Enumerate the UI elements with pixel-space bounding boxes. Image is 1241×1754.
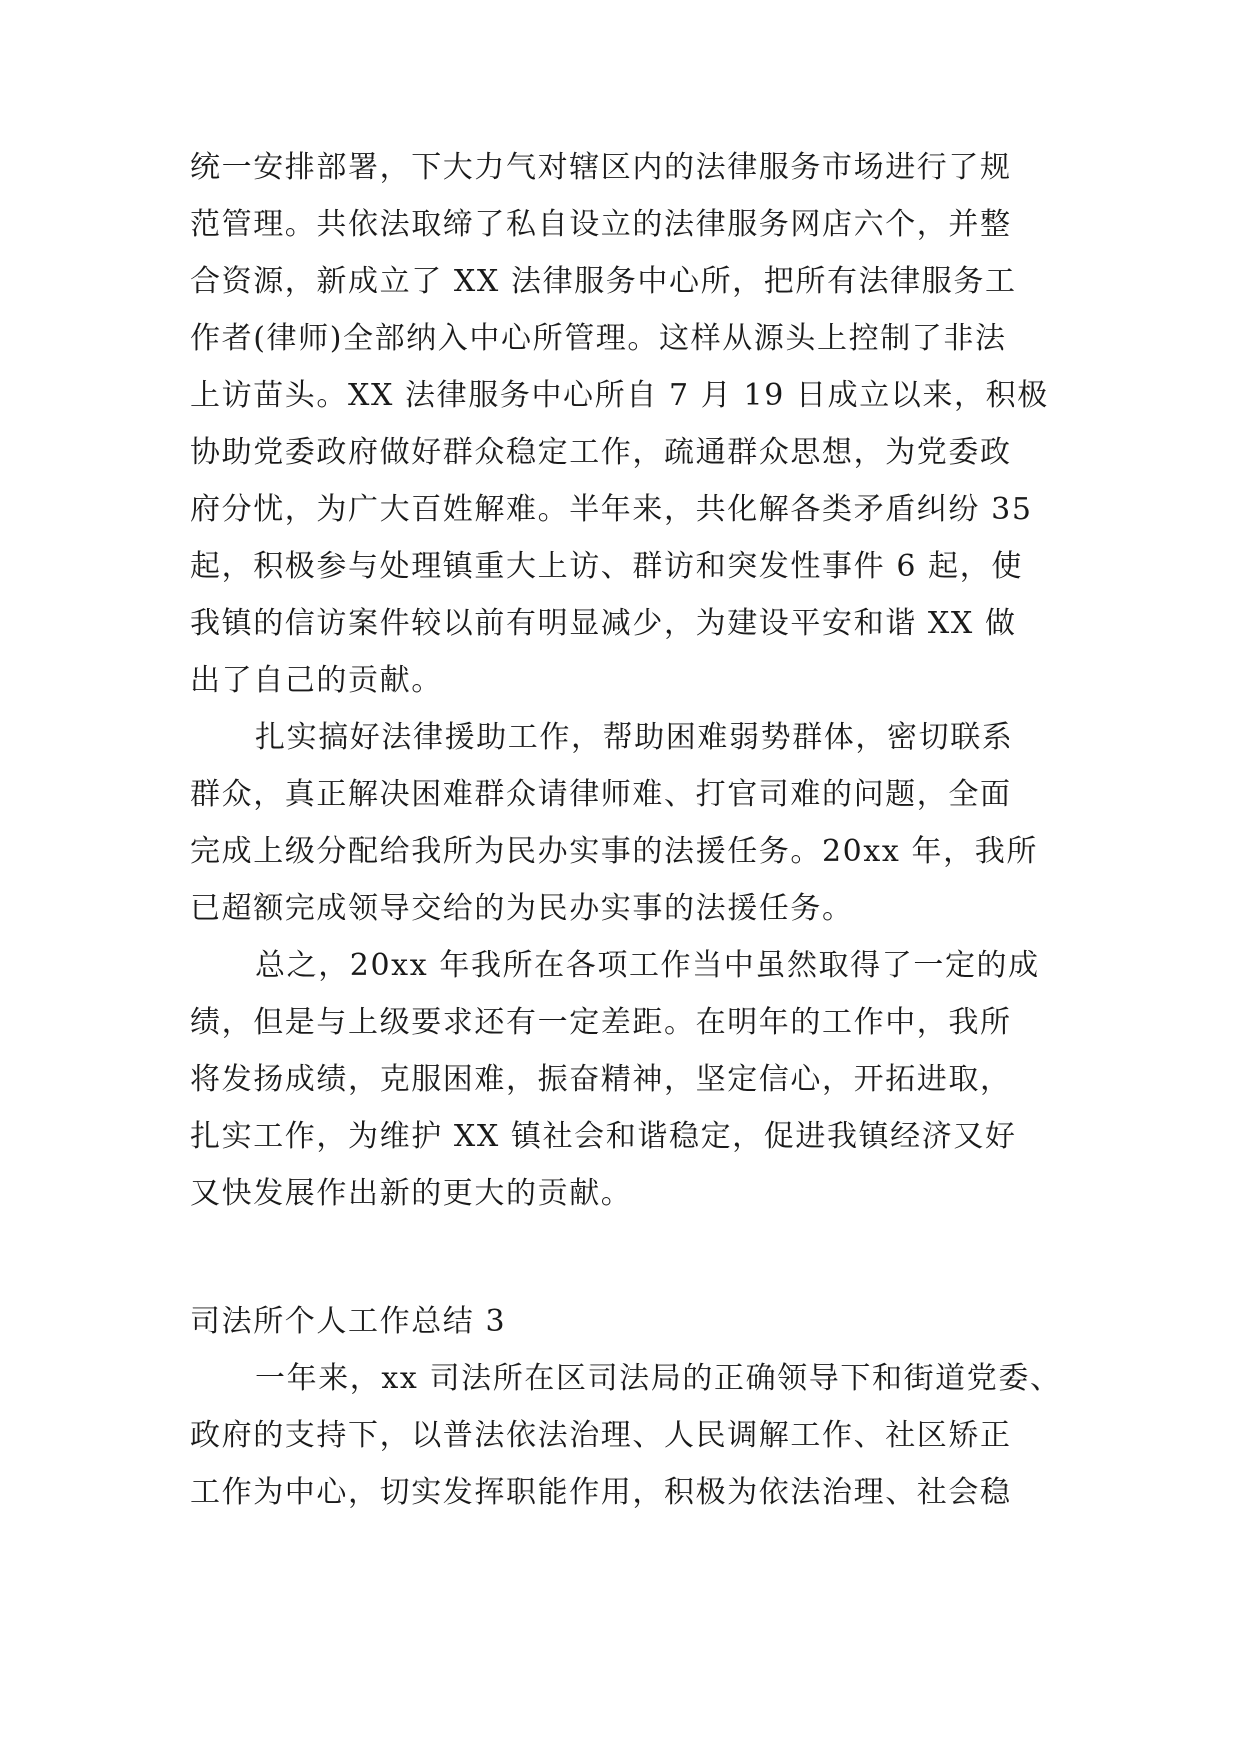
paragraph-line: 政府的支持下，以普法依法治理、人民调解工作、社区矫正 <box>190 1418 1012 1453</box>
paragraph-line: 已超额完成领导交给的为民办实事的法援任务。 <box>190 891 854 926</box>
paragraph-line: 范管理。共依法取缔了私自设立的法律服务网店六个，并整 <box>190 207 1012 242</box>
paragraph-line: 一年来，xx 司法所在区司法局的正确领导下和街道党委、 <box>255 1361 1062 1396</box>
paragraph-line: 我镇的信访案件较以前有明显减少，为建设平安和谐 XX 做 <box>190 606 1017 641</box>
section-heading: 司法所个人工作总结 3 <box>190 1304 507 1339</box>
paragraph-line: 完成上级分配给我所为民办实事的法援任务。20xx 年，我所 <box>190 834 1038 869</box>
paragraph-line: 扎实搞好法律援助工作，帮助困难弱势群体，密切联系 <box>255 720 1014 755</box>
paragraph-line: 群众，真正解决困难群众请律师难、打官司难的问题，全面 <box>190 777 1012 812</box>
paragraph-line: 统一安排部署，下大力气对辖区内的法律服务市场进行了规 <box>190 150 1012 185</box>
paragraph-line: 府分忧，为广大百姓解难。半年来，共化解各类矛盾纠纷 35 <box>190 492 1033 527</box>
paragraph-line: 起，积极参与处理镇重大上访、群访和突发性事件 6 起，使 <box>190 549 1023 584</box>
paragraph-line: 绩，但是与上级要求还有一定差距。在明年的工作中，我所 <box>190 1005 1012 1040</box>
paragraph-line: 上访苗头。XX 法律服务中心所自 7 月 19 日成立以来，积极 <box>190 378 1049 413</box>
paragraph-line: 工作为中心，切实发挥职能作用，积极为依法治理、社会稳 <box>190 1475 1012 1510</box>
paragraph-line: 协助党委政府做好群众稳定工作，疏通群众思想，为党委政 <box>190 435 1012 470</box>
paragraph-line: 将发扬成绩，克服困难，振奋精神，坚定信心，开拓进取， <box>190 1062 1012 1097</box>
paragraph-line: 扎实工作，为维护 XX 镇社会和谐稳定，促进我镇经济又好 <box>190 1119 1017 1154</box>
paragraph-line: 合资源，新成立了 XX 法律服务中心所，把所有法律服务工 <box>190 264 1017 299</box>
paragraph-line: 又快发展作出新的更大的贡献。 <box>190 1176 633 1211</box>
paragraph-line: 总之，20xx 年我所在各项工作当中虽然取得了一定的成 <box>255 948 1040 983</box>
paragraph-line: 作者(律师)全部纳入中心所管理。这样从源头上控制了非法 <box>190 321 1007 356</box>
paragraph-line: 出了自己的贡献。 <box>190 663 443 698</box>
